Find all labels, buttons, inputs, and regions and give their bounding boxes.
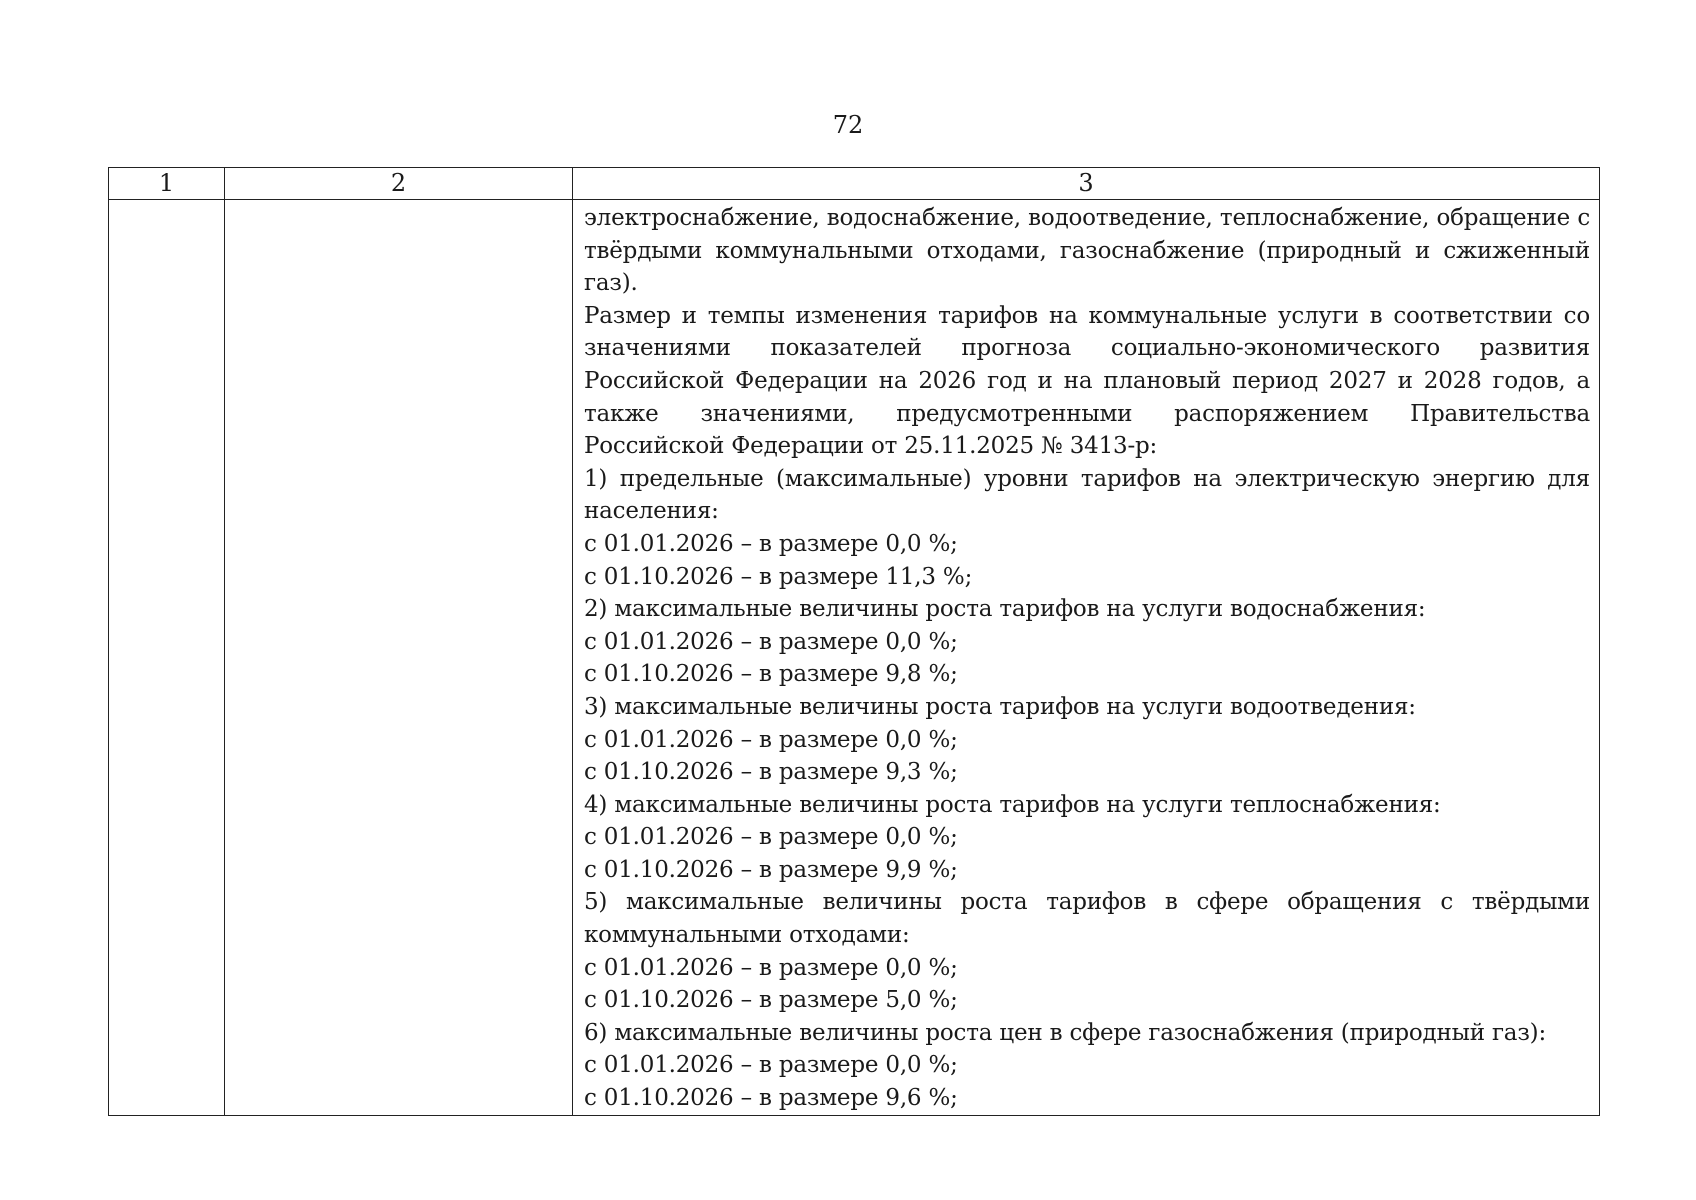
- item-5-rate-1: с 01.01.2026 – в размере 0,0 %;: [584, 954, 958, 981]
- intro-paragraph: электроснабжение, водоснабжение, водоотведение, теплоснабжение, обращение с твёрдыми коммунальными отходами, газоснабжение (природный и сжиженный газ).: [584, 205, 1590, 297]
- item-2-rate-1: с 01.01.2026 – в размере 0,0 %;: [584, 628, 958, 655]
- item-4-heading: 4) максимальные величины роста тарифов на услуги теплоснабжения:: [584, 791, 1441, 818]
- item-6-rate-2: с 01.10.2026 – в размере 9,6 %;: [584, 1085, 958, 1112]
- column-1-cell: [109, 200, 225, 1116]
- tariff-table: [108, 167, 1600, 1116]
- column-header-3: 3: [573, 168, 1600, 200]
- table-row: [109, 200, 1600, 1116]
- column-2-cell: [225, 200, 573, 1116]
- item-4-rate-1: с 01.01.2026 – в размере 0,0 %;: [584, 824, 958, 851]
- page-number: 72: [832, 111, 864, 139]
- basis-paragraph: Размер и темпы изменения тарифов на коммунальные услуги в соответствии со значениями показателей прогноза социально-экономического развития Российской Федерации на 2026 год и на плановый период 2027 и 2028 годов, а также значениями, предусмотренными распоряжением Правительства Российской Федерации от 25.11.2025 № 3413-р:: [584, 302, 1590, 460]
- item-5-heading: 5) максимальные величины роста тарифов в сфере обращения с твёрдыми коммунальными отходами:: [584, 889, 1590, 949]
- column-header-1: 1: [109, 168, 225, 200]
- item-4-rate-2: с 01.10.2026 – в размере 9,9 %;: [584, 856, 958, 883]
- item-3-rate-1: с 01.01.2026 – в размере 0,0 %;: [584, 726, 958, 753]
- item-3-rate-2: с 01.10.2026 – в размере 9,3 %;: [584, 759, 958, 786]
- item-6-rate-1: с 01.01.2026 – в размере 0,0 %;: [584, 1052, 958, 1079]
- item-2-rate-2: с 01.10.2026 – в размере 9,8 %;: [584, 661, 958, 688]
- item-5-rate-2: с 01.10.2026 – в размере 5,0 %;: [584, 987, 958, 1014]
- item-1-heading: 1) предельные (максимальные) уровни тарифов на электрическую энергию для населения:: [584, 465, 1590, 525]
- item-3-heading: 3) максимальные величины роста тарифов на услуги водоотведения:: [584, 693, 1416, 720]
- column-3-cell: [573, 200, 1600, 1116]
- column-header-2: 2: [225, 168, 573, 200]
- item-6-heading: 6) максимальные величины роста цен в сфере газоснабжения (природный газ):: [584, 1019, 1546, 1046]
- item-1-rate-1: с 01.01.2026 – в размере 0,0 %;: [584, 530, 958, 557]
- item-2-heading: 2) максимальные величины роста тарифов на услуги водоснабжения:: [584, 596, 1426, 623]
- table-header-row: [109, 168, 1600, 200]
- item-1-rate-2: с 01.10.2026 – в размере 11,3 %;: [584, 563, 973, 590]
